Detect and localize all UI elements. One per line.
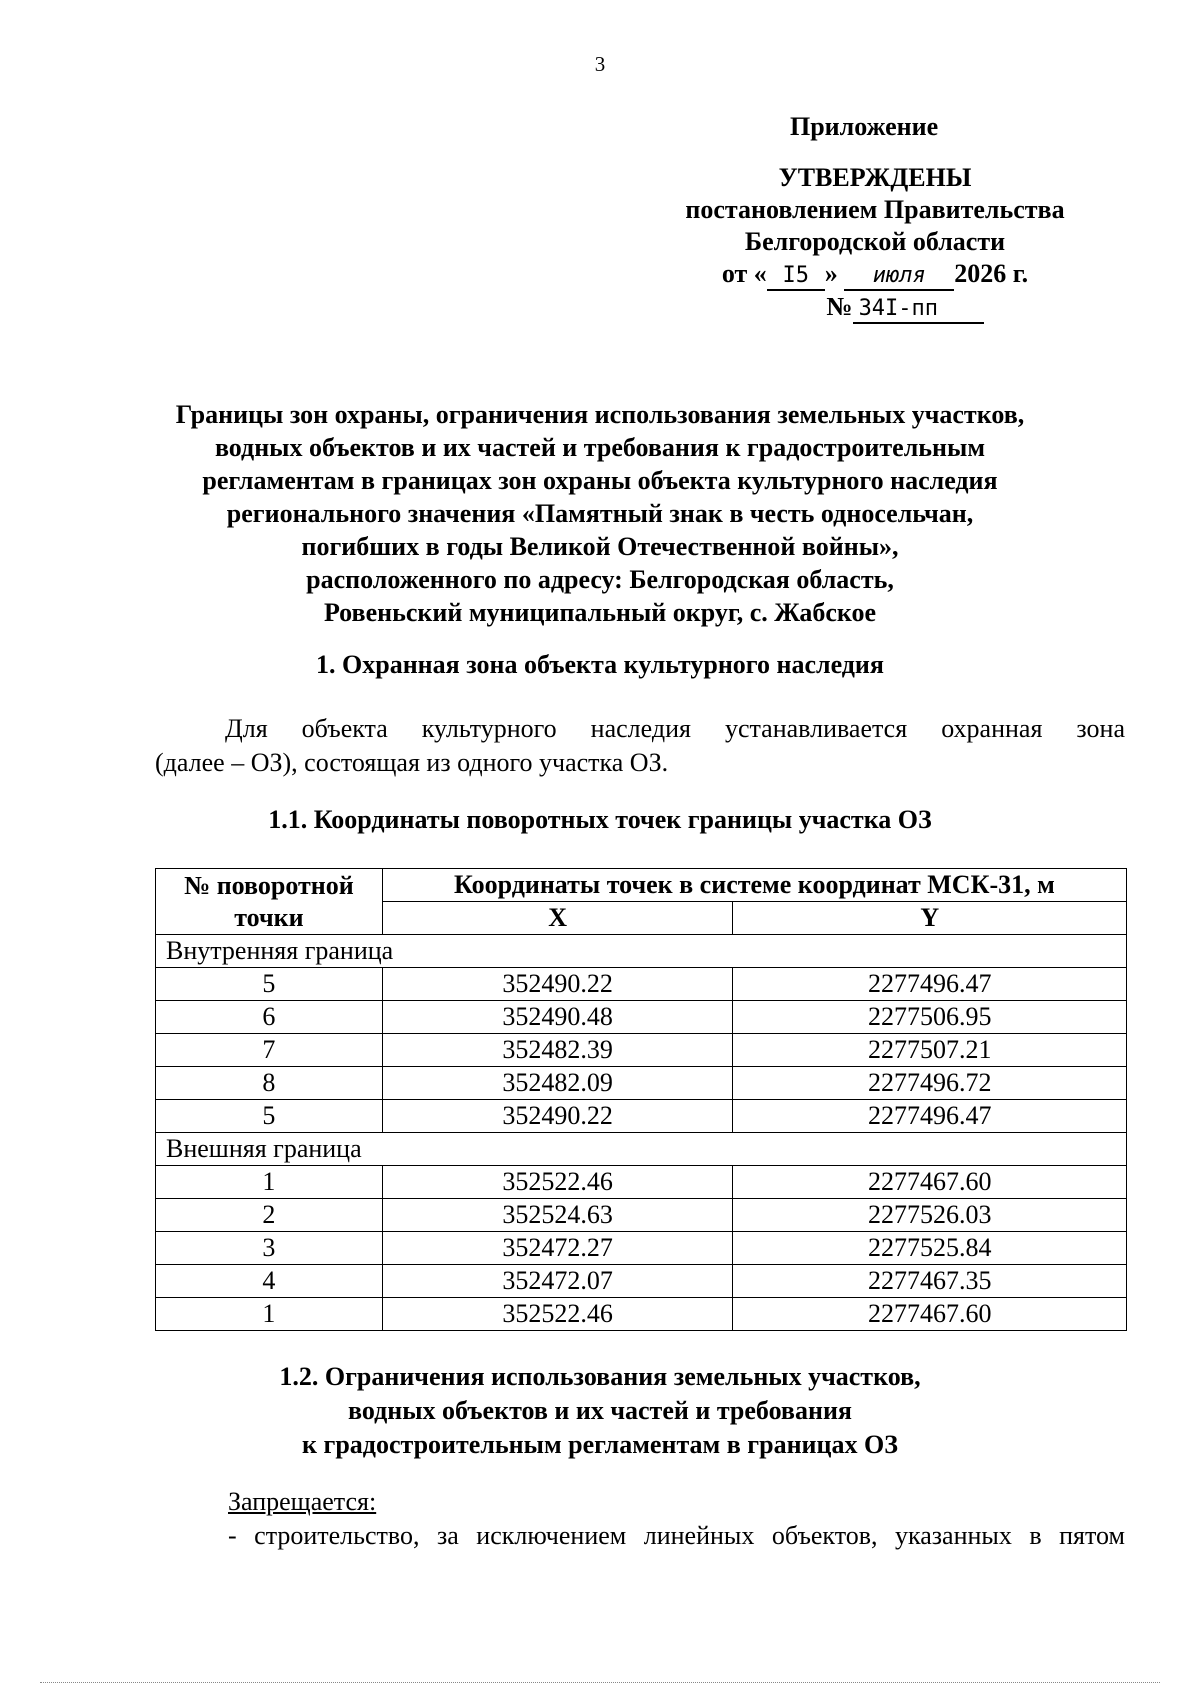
cell-point: 3 xyxy=(156,1232,383,1265)
approval-number xyxy=(640,291,1110,324)
page-bottom-rule xyxy=(40,1682,1160,1683)
table-group-row xyxy=(156,935,1127,968)
header-x: X xyxy=(382,902,733,935)
page-number: 3 xyxy=(594,52,606,76)
cell-point: 1 xyxy=(156,1298,383,1331)
table-row xyxy=(156,1232,1127,1265)
cell-x: 352472.07 xyxy=(382,1265,733,1298)
cell-y: 2277496.72 xyxy=(733,1067,1127,1100)
cell-point: 7 xyxy=(156,1034,383,1067)
cell-y: 2277467.35 xyxy=(733,1265,1127,1298)
title-line: Границы зон охраны, ограничения использования земельных участков, xyxy=(175,400,1025,429)
cell-x: 352482.39 xyxy=(382,1034,733,1067)
group-inner-boundary: Внутренняя граница xyxy=(156,935,1127,968)
cell-point: 6 xyxy=(156,1001,383,1034)
group-outer-boundary: Внешняя граница xyxy=(156,1133,1127,1166)
cell-x: 352524.63 xyxy=(382,1199,733,1232)
title-line: регламентам в границах зон охраны объекта культурного наследия xyxy=(202,466,998,495)
prohibited-label: Запрещается: xyxy=(228,1487,377,1516)
date-day: I5 xyxy=(767,263,825,291)
cell-y: 2277496.47 xyxy=(733,1100,1127,1133)
section-1-heading: 1. Охранная зона объекта культурного наследия xyxy=(316,650,884,679)
table-row xyxy=(156,968,1127,1001)
cell-y: 2277526.03 xyxy=(733,1199,1127,1232)
cell-point: 5 xyxy=(156,968,383,1001)
paragraph-line: (далее – ОЗ), состоящая из одного участка ОЗ. xyxy=(155,748,669,777)
table-row xyxy=(156,1166,1127,1199)
approval-heading: УТВЕРЖДЕНЫ xyxy=(778,163,972,192)
cell-x: 352482.09 xyxy=(382,1067,733,1100)
number-value: 34I-пп xyxy=(853,296,984,324)
cell-x: 352490.22 xyxy=(382,1100,733,1133)
table-header-row xyxy=(156,869,1127,902)
date-mid: » xyxy=(824,259,838,288)
cell-y: 2277506.95 xyxy=(733,1001,1127,1034)
document-title xyxy=(100,398,1100,629)
header-coordinates: Координаты точек в системе координат МСК-31, м xyxy=(382,869,1126,902)
cell-y: 2277507.21 xyxy=(733,1034,1127,1067)
table-row xyxy=(156,1067,1127,1100)
table-row xyxy=(156,1199,1127,1232)
paragraph-line: Для объекта культурного наследия устанавливается охранная зона xyxy=(225,714,1125,743)
date-year: 2026 г. xyxy=(954,259,1029,288)
approval-region: Белгородской области xyxy=(744,227,1006,256)
date-month: июля xyxy=(844,263,954,291)
table-row xyxy=(156,1100,1127,1133)
cell-x: 352490.48 xyxy=(382,1001,733,1034)
table-row xyxy=(156,1265,1127,1298)
cell-y: 2277467.60 xyxy=(733,1298,1127,1331)
number-prefix: № xyxy=(826,292,853,321)
table-row xyxy=(156,1034,1127,1067)
cell-x: 352522.46 xyxy=(382,1166,733,1199)
cell-point: 1 xyxy=(156,1166,383,1199)
coordinates-table xyxy=(155,868,1127,1331)
cell-x: 352522.46 xyxy=(382,1298,733,1331)
cell-y: 2277467.60 xyxy=(733,1166,1127,1199)
heading-line: к градостроительным регламентам в границах ОЗ xyxy=(302,1430,898,1459)
cell-point: 2 xyxy=(156,1199,383,1232)
title-line: Ровеньский муниципальный округ, с. Жабское xyxy=(323,598,877,627)
appendix-label: Приложение xyxy=(790,112,939,141)
prohibited-item: - строительство, за исключением линейных объектов, указанных в пятом xyxy=(228,1521,1125,1550)
date-prefix: от « xyxy=(721,259,767,288)
cell-x: 352490.22 xyxy=(382,968,733,1001)
cell-y: 2277496.47 xyxy=(733,968,1127,1001)
heading-line: водных объектов и их частей и требования xyxy=(347,1396,852,1425)
table-row xyxy=(156,1001,1127,1034)
cell-y: 2277525.84 xyxy=(733,1232,1127,1265)
cell-point: 8 xyxy=(156,1067,383,1100)
cell-x: 352472.27 xyxy=(382,1232,733,1265)
title-line: водных объектов и их частей и требования к градостроительным xyxy=(214,433,986,462)
title-line: погибших в годы Великой Отечественной войны», xyxy=(301,532,899,561)
title-line: расположенного по адресу: Белгородская область, xyxy=(306,565,894,594)
approval-block xyxy=(640,162,1110,324)
approval-date xyxy=(640,258,1110,291)
table-group-row xyxy=(156,1133,1127,1166)
section-1-1-heading: 1.1. Координаты поворотных точек границы участка ОЗ xyxy=(268,805,932,834)
table-row xyxy=(156,1298,1127,1331)
section-1-2-heading xyxy=(0,1360,1200,1462)
header-y: Y xyxy=(733,902,1127,935)
header-point-number: № поворотной точки xyxy=(156,869,383,935)
cell-point: 5 xyxy=(156,1100,383,1133)
cell-point: 4 xyxy=(156,1265,383,1298)
section-1-paragraph xyxy=(155,712,1125,780)
title-line: регионального значения «Памятный знак в честь односельчан, xyxy=(226,499,974,528)
heading-line: 1.2. Ограничения использования земельных участков, xyxy=(279,1362,921,1391)
approval-resolution: постановлением Правительства xyxy=(685,195,1065,224)
